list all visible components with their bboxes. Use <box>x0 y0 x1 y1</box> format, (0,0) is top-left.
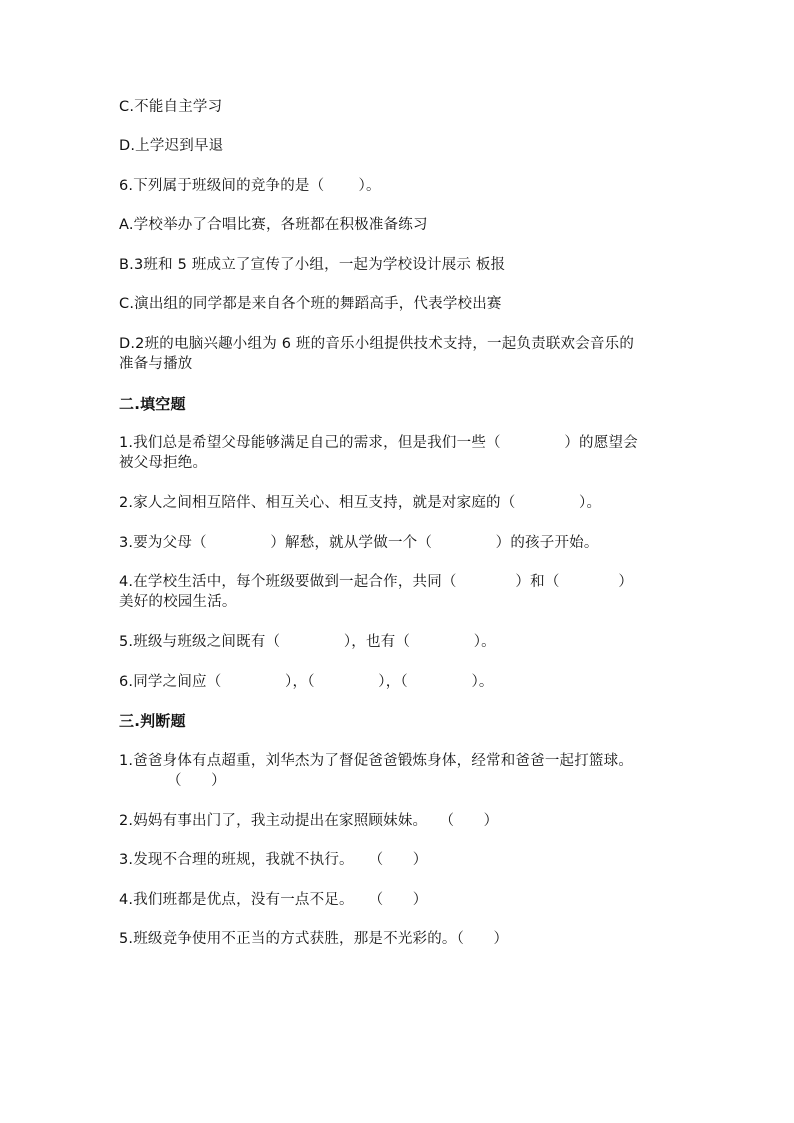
fill-question-5: 5.班级与班级之间既有（ ），也有（ ）。 <box>119 634 496 650</box>
question-6-option-c: C.演出组的同学都是来自各个班的舞蹈高手，代表学校出赛 <box>119 296 502 312</box>
fill-question-6: 6.同学之间应（ ），（ ），（ ）。 <box>119 674 494 690</box>
question-6-option-d-line2: 准备与播放 <box>119 356 193 372</box>
question-6-option-a: A.学校举办了合唱比赛，各班都在积极准备练习 <box>119 217 428 233</box>
judge-question-5: 5.班级竞争使用不正当的方式获胜，那是不光彩的。（ ） <box>119 931 509 947</box>
option-d-prev: D.上学迟到早退 <box>119 138 224 154</box>
section-3-title: 三.判断题 <box>119 712 186 730</box>
judge-question-4: 4.我们班都是优点，没有一点不足。 （ ） <box>119 892 428 908</box>
section-2-title: 二.填空题 <box>119 395 186 413</box>
judge-question-1-line2: （ ） <box>167 773 226 789</box>
fill-question-2: 2.家人之间相互陪伴、相互关心、相互支持，就是对家庭的（ ）。 <box>119 495 602 511</box>
judge-question-2: 2.妈妈有事出门了，我主动提出在家照顾妹妹。 （ ） <box>119 813 499 829</box>
fill-question-4-line2: 美好的校园生活。 <box>119 594 237 610</box>
fill-question-1-line1: 1.我们总是希望父母能够满足自己的需求，但是我们一些（ ）的愿望会 <box>119 435 638 451</box>
fill-question-4-line1: 4.在学校生活中，每个班级要做到一起合作，共同（ ）和（ ） <box>119 574 634 590</box>
question-6-option-d-line1: D.2班的电脑兴趣小组为 6 班的音乐小组提供技术支持，一起负责联欢会音乐的 <box>119 336 635 352</box>
judge-question-3: 3.发现不合理的班规，我就不执行。 （ ） <box>119 852 428 868</box>
judge-question-1-line1: 1.爸爸身体有点超重，刘华杰为了督促爸爸锻炼身体，经常和爸爸一起打篮球。 <box>119 753 634 769</box>
option-c-prev: C.不能自主学习 <box>119 99 223 115</box>
question-6-stem: 6.下列属于班级间的竞争的是（ ）。 <box>119 178 381 194</box>
question-6-option-b: B.3班和 5 班成立了宣传了小组，一起为学校设计展示 板报 <box>119 257 506 273</box>
fill-question-3: 3.要为父母（ ）解愁，就从学做一个（ ）的孩子开始。 <box>119 535 599 551</box>
fill-question-1-line2: 被父母拒绝。 <box>119 455 208 471</box>
